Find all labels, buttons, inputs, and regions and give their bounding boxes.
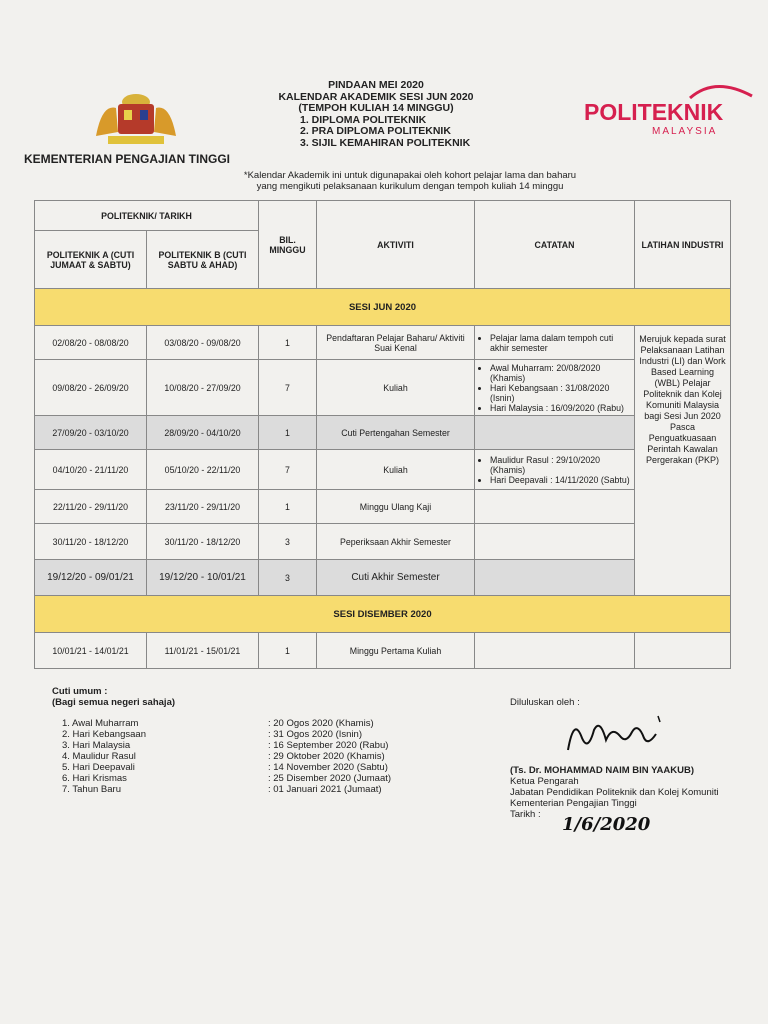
- cell-latihan-industri: [635, 633, 731, 669]
- ministry-name: KEMENTERIAN PENGAJIAN TINGGI: [24, 152, 231, 166]
- cell-date-b: 11/01/21 - 15/01/21: [147, 633, 259, 669]
- cell-minggu: 7: [259, 360, 317, 416]
- header-politeknik-a: POLITEKNIK A (CUTI JUMAAT & SABTU): [35, 231, 147, 289]
- cell-minggu: 1: [259, 633, 317, 669]
- logo-text: POLITEKNIK: [584, 99, 724, 125]
- header-bil-minggu: BIL. MINGGU: [259, 201, 317, 289]
- header-politeknik-tarikh: POLITEKNIK/ TARIKH: [35, 201, 259, 231]
- table-row: [35, 560, 731, 596]
- catatan-item: • Pelajar lama dalam tempoh cuti akhir semester: [490, 333, 631, 353]
- catatan-item: • Hari Kebangsaan : 31/08/2020 (Isnin): [490, 383, 631, 403]
- cell-date-a: 22/11/20 - 29/11/20: [35, 490, 147, 524]
- cell-date-a: 10/01/21 - 14/01/21: [35, 633, 147, 669]
- cell-aktiviti: Minggu Pertama Kuliah: [317, 633, 475, 669]
- date-label: Tarikh :: [510, 809, 541, 820]
- cell-aktiviti: Kuliah: [317, 360, 475, 416]
- list-item: [62, 773, 391, 784]
- approver-department: Jabatan Pendidikan Politeknik dan Kolej Komuniti: [510, 787, 719, 798]
- cell-date-a: 04/10/20 - 21/11/20: [35, 450, 147, 490]
- cell-minggu: 1: [259, 490, 317, 524]
- holiday-date: : 16 September 2020 (Rabu): [268, 740, 389, 751]
- list-item: [62, 718, 391, 729]
- note: [150, 170, 670, 192]
- header-aktiviti: AKTIVITI: [317, 201, 475, 289]
- cell-date-b: 23/11/20 - 29/11/20: [147, 490, 259, 524]
- cell-date-b: 05/10/20 - 22/11/20: [147, 450, 259, 490]
- cell-date-a: 19/12/20 - 09/01/21: [35, 560, 147, 596]
- holiday-name: 2. Hari Kebangsaan: [62, 729, 146, 740]
- approval-label: Diluluskan oleh :: [510, 697, 580, 708]
- holiday-name: 1. Awal Muharram: [62, 718, 139, 729]
- sesi-disember-band: SESI DISEMBER 2020: [35, 596, 731, 633]
- header-latihan-industri: LATIHAN INDUSTRI: [635, 201, 731, 289]
- cell-aktiviti: Cuti Akhir Semester: [317, 560, 475, 596]
- note-line: *Kalendar Akademik ini untuk digunapakai oleh kohort pelajar lama dan baharu: [243, 170, 577, 181]
- catatan-item: • Hari Malaysia : 16/09/2020 (Rabu): [490, 403, 631, 413]
- cell-date-b: 28/09/20 - 04/10/20: [147, 416, 259, 450]
- politeknik-logo: [580, 76, 760, 140]
- header-politeknik-b: POLITEKNIK B (CUTI SABTU & AHAD): [147, 231, 259, 289]
- cell-catatan: [475, 524, 635, 560]
- note-line: yang mengikuti pelaksanaan kurikulum dengan tempoh kuliah 14 minggu: [256, 181, 564, 192]
- approver-name: (Ts. Dr. MOHAMMAD NAIM BIN YAAKUB): [510, 765, 695, 776]
- cell-catatan: [475, 360, 635, 416]
- holiday-date: : 20 Ogos 2020 (Khamis): [268, 718, 374, 729]
- holiday-date: : 01 Januari 2021 (Jumaat): [268, 784, 382, 795]
- list-item: [62, 729, 391, 740]
- public-holiday-heading: [52, 686, 175, 708]
- holiday-name: 5. Hari Deepavali: [62, 762, 135, 773]
- cell-date-b: 19/12/20 - 10/01/21: [147, 560, 259, 596]
- cell-aktiviti: Peperiksaan Akhir Semester: [317, 524, 475, 560]
- holiday-name: 3. Hari Malaysia: [62, 740, 131, 751]
- handwritten-signature: [560, 708, 670, 758]
- cell-aktiviti: Minggu Ulang Kaji: [317, 490, 475, 524]
- list-item: [62, 784, 391, 795]
- list-item: [62, 762, 391, 773]
- table-row: [35, 633, 731, 669]
- cell-date-b: 30/11/20 - 18/12/20: [147, 524, 259, 560]
- cell-date-a: 27/09/20 - 03/10/20: [35, 416, 147, 450]
- title-line: KALENDAR AKADEMIK SESI JUN 2020: [278, 90, 474, 103]
- document-title-block: [226, 80, 526, 149]
- program-item: 2. PRA DIPLOMA POLITEKNIK: [300, 125, 451, 137]
- table-row: [35, 524, 731, 560]
- holiday-date: : 31 Ogos 2020 (Isnin): [268, 729, 362, 740]
- cell-latihan-industri: Merujuk kepada surat Pelaksanaan Latihan Industri (LI) dan Work Based Learning (WBL) Pelajar Politeknik dan Kolej Komuniti Malaysia bagi Sesi Jun 2020 Pasca Penguatkuasaan Perintah Kawalan Pergerakan (PKP): [635, 326, 731, 596]
- cuti-title: Cuti umum :: [52, 686, 108, 697]
- cell-aktiviti: Kuliah: [317, 450, 475, 490]
- coat-of-arms-crest: [88, 84, 184, 150]
- public-holiday-list: [62, 718, 391, 795]
- approver-ministry: Kementerian Pengajian Tinggi: [510, 798, 637, 809]
- catatan-item: • Awal Muharram: 20/08/2020 (Khamis): [490, 363, 631, 383]
- cell-catatan: [475, 560, 635, 596]
- holiday-date: : 14 November 2020 (Sabtu): [268, 762, 388, 773]
- cell-date-a: 30/11/20 - 18/12/20: [35, 524, 147, 560]
- cell-aktiviti: Pendaftaran Pelajar Baharu/ Aktiviti Suai Kenal: [317, 326, 475, 360]
- program-item: 1. DIPLOMA POLITEKNIK: [300, 113, 427, 126]
- table-row: [35, 326, 731, 360]
- sesi-jun-band: SESI JUN 2020: [35, 289, 731, 326]
- table-row: [35, 450, 731, 490]
- logo-subtext: MALAYSIA: [652, 126, 718, 137]
- title-line: PINDAAN MEI 2020: [328, 79, 424, 91]
- handwritten-date: [560, 806, 660, 840]
- holiday-date: : 25 Disember 2020 (Jumaat): [268, 773, 392, 784]
- list-item: [62, 740, 391, 751]
- table-row: [35, 490, 731, 524]
- table-row: [35, 360, 731, 416]
- approver-role: Ketua Pengarah: [510, 776, 579, 787]
- cell-minggu: 1: [259, 416, 317, 450]
- list-item: [62, 751, 391, 762]
- cell-date-b: 03/08/20 - 09/08/20: [147, 326, 259, 360]
- cell-catatan: [475, 416, 635, 450]
- cell-date-b: 10/08/20 - 27/09/20: [147, 360, 259, 416]
- cell-minggu: 7: [259, 450, 317, 490]
- cell-date-a: 02/08/20 - 08/08/20: [35, 326, 147, 360]
- holiday-date: : 29 Oktober 2020 (Khamis): [268, 751, 385, 762]
- cell-date-a: 09/08/20 - 26/09/20: [35, 360, 147, 416]
- cell-minggu: 1: [259, 326, 317, 360]
- program-item: 3. SIJIL KEMAHIRAN POLITEKNIK: [300, 136, 471, 149]
- catatan-item: • Maulidur Rasul : 29/10/2020 (Khamis): [490, 455, 631, 475]
- holiday-name: 4. Maulidur Rasul: [62, 751, 136, 762]
- cell-catatan: [475, 326, 635, 360]
- cell-minggu: 3: [259, 524, 317, 560]
- cell-minggu: 3: [259, 560, 317, 596]
- cell-catatan: [475, 490, 635, 524]
- calendar-table: [34, 200, 731, 669]
- cell-aktiviti: Cuti Pertengahan Semester: [317, 416, 475, 450]
- cell-catatan: [475, 633, 635, 669]
- holiday-name: 6. Hari Krismas: [62, 773, 127, 784]
- handwritten-date-text: 1/6/2020: [562, 814, 651, 835]
- title-line: (TEMPOH KULIAH 14 MINGGU): [298, 102, 454, 114]
- table-row: [35, 416, 731, 450]
- header-catatan: CATATAN: [475, 201, 635, 289]
- catatan-item: • Hari Deepavali : 14/11/2020 (Sabtu): [490, 475, 631, 485]
- cell-catatan: [475, 450, 635, 490]
- holiday-name: 7. Tahun Baru: [62, 784, 121, 795]
- cuti-subtitle: (Bagi semua negeri sahaja): [52, 697, 176, 708]
